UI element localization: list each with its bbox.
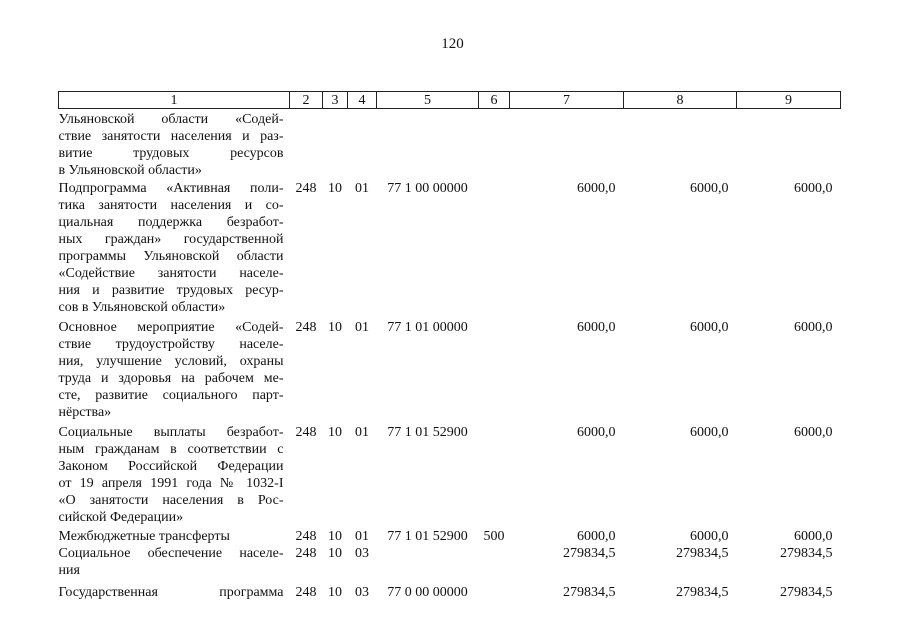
- code-gov: 248: [295, 181, 317, 196]
- code-section: 10: [328, 181, 342, 196]
- row-name-line: нёрства»: [58, 405, 112, 420]
- col-header-1: 1: [59, 92, 290, 109]
- col-header-6: 6: [479, 92, 510, 109]
- table-body: [59, 109, 841, 602]
- amount-year-1: 6000,0: [577, 425, 616, 440]
- code-section: 10: [328, 425, 342, 440]
- code-expense-type: [479, 579, 510, 601]
- row-name-line: Социальные выплаты безработ-: [58, 425, 284, 440]
- amount-year-2: 279834,5: [676, 585, 729, 600]
- col-header-4: 4: [348, 92, 377, 109]
- amount-year-1: 6000,0: [577, 529, 616, 544]
- code-subsection: 03: [355, 546, 369, 561]
- code-target: 77 1 01 52900: [387, 529, 468, 544]
- amount-year-1: [510, 109, 624, 180]
- row-name-line: ных граждан» государственной: [58, 232, 284, 247]
- row-name-line: Подпрограмма «Активная поли-: [58, 181, 284, 196]
- row-name-line: витие трудовых ресурсов: [58, 146, 284, 161]
- table-row: [59, 421, 841, 526]
- code-section: 10: [328, 585, 342, 600]
- code-section: 10: [328, 529, 342, 544]
- code-gov: 248: [295, 546, 317, 561]
- code-gov: 248: [295, 529, 317, 544]
- col-header-5: 5: [377, 92, 479, 109]
- amount-year-2: 6000,0: [690, 425, 729, 440]
- col-header-9: 9: [737, 92, 841, 109]
- header-row: [59, 92, 841, 109]
- code-target: 77 0 00 00000: [387, 585, 468, 600]
- code-section: 10: [328, 320, 342, 335]
- code-gov: [290, 109, 323, 180]
- amount-year-2: [624, 109, 737, 180]
- amount-year-3: 6000,0: [794, 320, 833, 335]
- table-row: [59, 179, 841, 316]
- page-number: 120: [441, 36, 464, 52]
- amount-year-3: 6000,0: [794, 181, 833, 196]
- col-header-7: 7: [510, 92, 624, 109]
- code-target: [377, 545, 479, 579]
- amount-year-2: 6000,0: [690, 320, 729, 335]
- row-name-line: циальная поддержка безработ-: [58, 215, 284, 230]
- row-name-line: от 19 апреля 1991 года № 1032-I: [58, 476, 284, 491]
- code-target: [377, 109, 479, 180]
- row-name-line: тика занятости населения и со-: [58, 198, 284, 213]
- row-name: [59, 526, 290, 545]
- row-name: [59, 545, 290, 579]
- code-subsection: 01: [355, 320, 369, 335]
- row-name-line: сийской Федерации»: [58, 510, 184, 525]
- amount-year-2: 279834,5: [676, 546, 729, 561]
- row-name-line: ным гражданам в соответствии с: [58, 442, 284, 457]
- code-subsection: 01: [355, 529, 369, 544]
- table-row: [59, 545, 841, 579]
- amount-year-1: 279834,5: [563, 546, 616, 561]
- amount-year-1: 279834,5: [563, 585, 616, 600]
- row-name: [59, 421, 290, 526]
- row-name-line: «О занятости населения в Рос-: [58, 493, 284, 508]
- row-name-line: сов в Ульяновской области»: [58, 300, 226, 315]
- row-name-line: Социальное обеспечение населе-: [58, 546, 284, 561]
- row-name-line: Основное мероприятие «Содей-: [58, 320, 284, 335]
- code-expense-type: [479, 545, 510, 579]
- code-expense-type: 500: [483, 529, 505, 544]
- row-name-line: программы Ульяновской области: [58, 249, 284, 264]
- amount-year-3: 279834,5: [780, 546, 833, 561]
- code-subsection: 03: [355, 585, 369, 600]
- amount-year-3: 279834,5: [780, 585, 833, 600]
- row-name: [59, 109, 290, 180]
- code-target: 77 1 00 00000: [387, 181, 468, 196]
- table-row: [59, 316, 841, 421]
- code-target: 77 1 01 52900: [387, 425, 468, 440]
- row-name-line: ния: [58, 563, 80, 578]
- table-row: [59, 526, 841, 545]
- col-header-3: 3: [323, 92, 348, 109]
- row-name: [59, 179, 290, 316]
- row-name-line: Государственная программа: [58, 585, 284, 600]
- code-section: [323, 109, 348, 180]
- row-name-line: ния и развитие трудовых ресур-: [58, 283, 284, 298]
- code-expense-type: [479, 316, 510, 421]
- code-subsection: 01: [355, 181, 369, 196]
- col-header-2: 2: [290, 92, 323, 109]
- budget-table: [58, 91, 841, 601]
- row-name-line: ствие занятости населения и раз-: [58, 129, 284, 144]
- amount-year-2: 6000,0: [690, 529, 729, 544]
- row-name: [59, 579, 290, 601]
- row-name-line: ствие трудоустройству населе-: [58, 337, 284, 352]
- code-gov: 248: [295, 425, 317, 440]
- row-name-line: сте, развитие социального парт-: [58, 388, 284, 403]
- amount-year-3: [737, 109, 841, 180]
- code-section: 10: [328, 546, 342, 561]
- row-name-line: в Ульяновской области»: [58, 163, 202, 178]
- row-name-line: труда и здоровья на рабочем ме-: [58, 371, 284, 386]
- code-expense-type: [479, 421, 510, 526]
- row-name-line: Ульяновской области «Содей-: [58, 112, 284, 127]
- amount-year-1: 6000,0: [577, 181, 616, 196]
- row-name-line: ния, улучшение условий, охраны: [58, 354, 284, 369]
- table-row: [59, 109, 841, 180]
- col-header-8: 8: [624, 92, 737, 109]
- code-gov: 248: [295, 320, 317, 335]
- code-expense-type: [479, 179, 510, 316]
- code-subsection: [348, 109, 377, 180]
- amount-year-2: 6000,0: [690, 181, 729, 196]
- amount-year-1: 6000,0: [577, 320, 616, 335]
- table-row: [59, 579, 841, 601]
- code-expense-type: [479, 109, 510, 180]
- amount-year-3: 6000,0: [794, 425, 833, 440]
- row-name: [59, 316, 290, 421]
- code-subsection: 01: [355, 425, 369, 440]
- row-name-line: «Содействие занятости населе-: [58, 266, 284, 281]
- row-name-line: Межбюджетные трансферты: [58, 529, 230, 544]
- code-gov: 248: [295, 585, 317, 600]
- code-target: 77 1 01 00000: [387, 320, 468, 335]
- amount-year-3: 6000,0: [794, 529, 833, 544]
- row-name-line: Законом Российской Федерации: [58, 459, 284, 474]
